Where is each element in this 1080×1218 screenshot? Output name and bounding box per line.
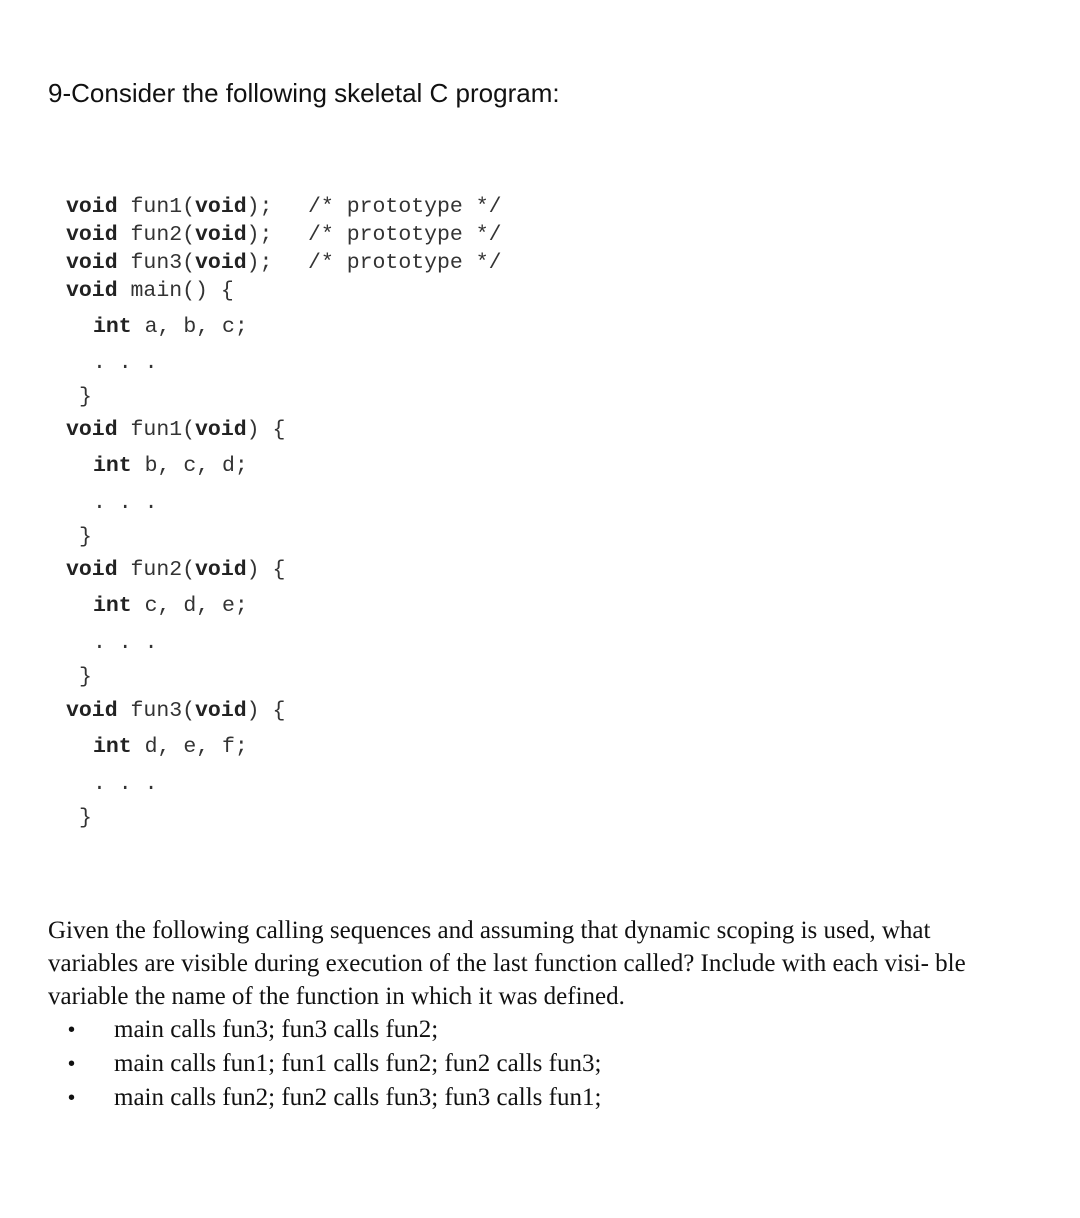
list-item-text: main calls fun1; fun1 calls fun2; fun2 calls fun3;	[114, 1050, 602, 1077]
prototype-comment: /* prototype */	[308, 223, 502, 247]
fun3-ellipsis: . . .	[93, 772, 158, 796]
calling-sequence-list	[48, 1013, 1008, 1115]
list-item-text: main calls fun3; fun3 calls fun2;	[114, 1016, 439, 1043]
list-item	[48, 1081, 1008, 1115]
question-heading: 9-Consider the following skeletal C program:	[48, 78, 560, 108]
list-item-text: main calls fun2; fun2 calls fun3; fun3 calls fun1;	[114, 1084, 602, 1111]
prototype-fun3: void fun3(void);	[66, 251, 273, 275]
question-paragraph: Given the following calling sequences and assuming that dynamic scoping is used, what variables are visible during execution of the last function called? Include with each visi- ble variable the name of the function in which it was defined.	[48, 917, 966, 1010]
fun1-signature: void fun1(void) {	[66, 418, 286, 442]
main-declaration: int a, b, c;	[93, 315, 248, 339]
prototype-comment: /* prototype */	[308, 195, 502, 219]
bullet-icon: •	[68, 1087, 76, 1109]
fun1-close-brace: }	[79, 525, 92, 549]
fun1-ellipsis: . . .	[93, 491, 158, 515]
bullet-icon: •	[68, 1053, 76, 1075]
fun1-declaration: int b, c, d;	[93, 454, 248, 478]
fun2-signature: void fun2(void) {	[66, 558, 286, 582]
question-body	[48, 914, 1008, 1115]
list-item	[48, 1047, 1008, 1081]
fun3-close-brace: }	[79, 806, 92, 830]
prototype-comment: /* prototype */	[308, 251, 502, 275]
main-ellipsis: . . .	[93, 351, 158, 375]
fun2-ellipsis: . . .	[93, 631, 158, 655]
fun3-declaration: int d, e, f;	[93, 735, 248, 759]
fun2-close-brace: }	[79, 665, 92, 689]
bullet-icon: •	[68, 1019, 76, 1041]
list-item	[48, 1013, 1008, 1047]
prototype-fun2: void fun2(void);	[66, 223, 273, 247]
prototype-fun1: void fun1(void);	[66, 195, 273, 219]
main-close-brace: }	[79, 385, 92, 409]
fun3-signature: void fun3(void) {	[66, 699, 286, 723]
fun2-declaration: int c, d, e;	[93, 594, 248, 618]
main-signature: void main() {	[66, 279, 234, 303]
